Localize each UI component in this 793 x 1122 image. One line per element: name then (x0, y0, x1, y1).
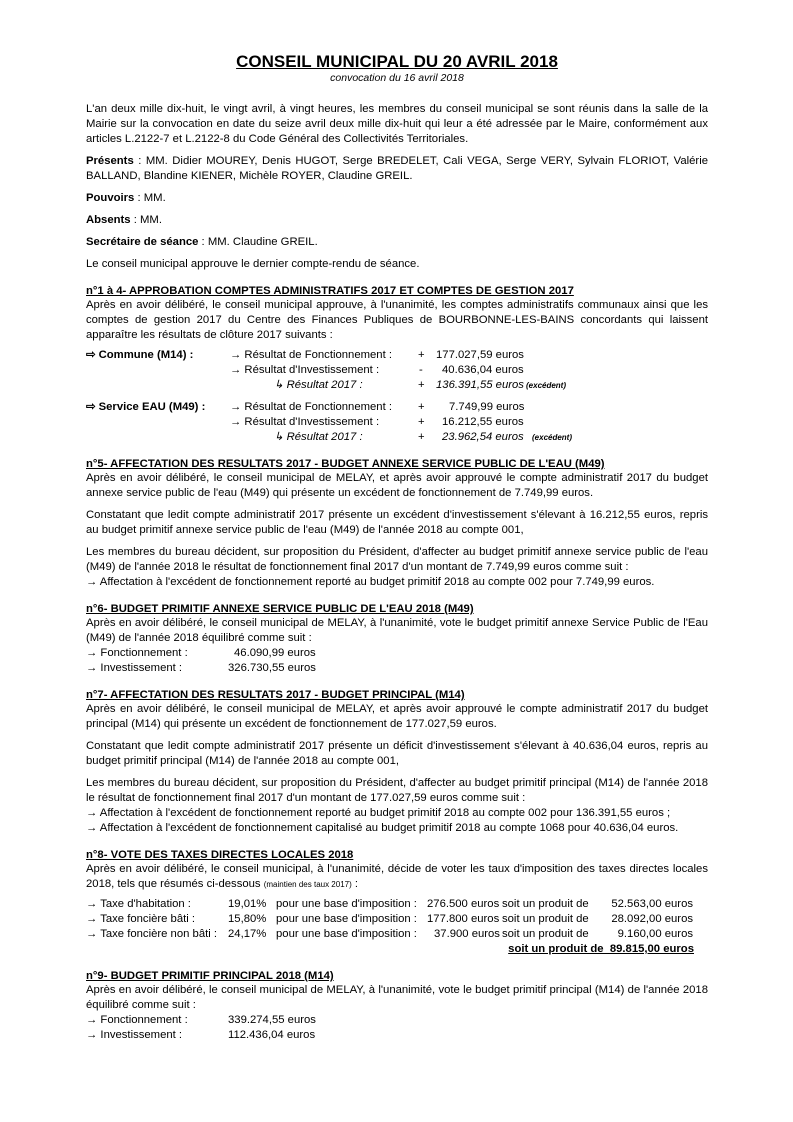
presents-label: Présents (86, 155, 134, 167)
result-label: ↳ Résultat 2017 : (274, 431, 363, 443)
commune-label: ⇨ Commune (M14) : (86, 349, 194, 361)
section-5-heading: n°5- AFFECTATION DES RESULTATS 2017 - BUDGET ANNEXE SERVICE PUBLIC DE L'EAU (M49) (86, 458, 605, 470)
invest-label: → Investissement : (86, 1029, 183, 1041)
commune-fonct-row (86, 348, 708, 363)
sign: - (419, 364, 423, 376)
section-8-colon: : (351, 878, 359, 890)
invest-label: → Résultat d'Investissement : (230, 364, 380, 376)
section-6-heading: n°6- BUDGET PRIMITIF ANNEXE SERVICE PUBLIC DE L'EAU 2018 (M49) (86, 603, 474, 615)
section-9-text: Après en avoir délibéré, le conseil municipal de MELAY, à l'unanimité, vote le budget primitif principal (M14) de l'année 2018 équilibré comme suit : (86, 984, 708, 1011)
excedent-note: (excédent) (532, 433, 573, 442)
pouvoirs-label: Pouvoirs (86, 192, 135, 204)
section-9-heading: n°9- BUDGET PRIMITIF PRINCIPAL 2018 (M14) (86, 970, 334, 982)
tax-base: 276.500 euros (427, 898, 500, 910)
tax-produit-text: soit un produit de (502, 898, 589, 910)
pouvoirs-text: : MM. (134, 192, 166, 204)
commune-result-value: 136.391,55 euros (436, 379, 524, 391)
section-6-invest-row (86, 661, 708, 676)
commune-fonct-value: 177.027,59 euros (436, 349, 524, 361)
presents-line (86, 154, 708, 184)
eau-result-value: 23.962,54 euros (442, 431, 524, 443)
result-label: ↳ Résultat 2017 : (274, 379, 363, 391)
fonct-label: → Fonctionnement : (86, 647, 188, 659)
eau-result-row (86, 430, 708, 445)
sign: + (418, 379, 425, 391)
pouvoirs-line (86, 191, 708, 206)
section-9-fonct-row (86, 1013, 708, 1028)
section-5-p1: Après en avoir délibéré, le conseil municipal de MELAY, et après avoir approuvé le compte administratif 2017 du budget annexe service public de l'eau (M49) qui présente un excédent de fonctionnement de 7.749,99 euros. (86, 472, 708, 499)
section-8-note: (maintien des taux 2017) (263, 880, 352, 889)
tax-base-text: pour une base d'imposition : (276, 913, 417, 925)
page-title: CONSEIL MUNICIPAL DU 20 AVRIL 2018 (236, 52, 558, 71)
eau-fonct-value: 7.749,99 euros (449, 401, 525, 413)
eau-invest-row (86, 415, 708, 430)
absents-text: : MM. (130, 214, 162, 226)
section-8-text-body: Après en avoir délibéré, le conseil municipal, à l'unanimité, décide de voter les taux d'imposition des taxes directes locales 2018, tels que résumés ci-dessous (86, 863, 708, 890)
fonct-value: 46.090,99 euros (234, 647, 316, 659)
absents-label: Absents (86, 214, 131, 226)
fonct-label: → Fonctionnement : (86, 1014, 188, 1026)
tax-row (86, 912, 708, 927)
document-page (86, 52, 708, 1043)
section-6-fonct-row (86, 646, 708, 661)
commune-invest-row (86, 363, 708, 378)
section-7-line1: → Affectation à l'excédent de fonctionnement reporté au budget primitif 2018 au compte 002 pour 136.391,55 euros ; (86, 807, 671, 819)
tax-base: 37.900 euros (434, 928, 500, 940)
tax-base-text: pour une base d'imposition : (276, 898, 417, 910)
section-8-text (86, 862, 708, 892)
eau-label: ⇨ Service EAU (M49) : (86, 401, 206, 413)
tax-rate: 19,01% (228, 898, 267, 910)
tax-base: 177.800 euros (427, 913, 500, 925)
section-7-p1: Après en avoir délibéré, le conseil municipal de MELAY, et après avoir approuvé le compte administratif 2017 du budget principal (M14) qui présente un excédent de fonctionnement de 177.027,59 euros. (86, 703, 708, 730)
section-1-4-heading: n°1 à 4- APPROBATION COMPTES ADMINISTRATIFS 2017 ET COMPTES DE GESTION 2017 (86, 285, 574, 297)
excedent-note: (excédent) (526, 381, 567, 390)
eau-fonct-row (86, 400, 708, 415)
section-9-invest-row (86, 1028, 708, 1043)
secretaire-text: : MM. Claudine GREIL. (198, 236, 318, 248)
section-1-4-text: Après en avoir délibéré, le conseil municipal approuve, à l'unanimité, les comptes administratifs communaux ainsi que les comptes de gestion 2017 du Centre des Finances Publiques de BOURBONNE-LES-BAINS concordants qui laissent apparaître les résultats de clôture 2017 suivants : (86, 299, 708, 341)
tax-label: → Taxe foncière bâti : (86, 913, 196, 925)
section-7-line2: → Affectation à l'excédent de fonctionnement capitalisé au budget primitif 2018 au compte 1068 pour 40.636,04 euros. (86, 822, 679, 834)
approval-line: Le conseil municipal approuve le dernier compte-rendu de séance. (86, 258, 420, 270)
tax-rate: 15,80% (228, 913, 267, 925)
tax-amount: 9.160,00 euros (617, 928, 693, 940)
eau-invest-value: 16.212,55 euros (442, 416, 524, 428)
presents-text: : MM. Didier MOUREY, Denis HUGOT, Serge BREDELET, Cali VEGA, Serge VERY, Sylvain FLORIOT, Valérie BALLAND, Blandine KIENER, Michèle ROYER, Claudine GREIL. (86, 155, 708, 182)
invest-value: 326.730,55 euros (228, 662, 316, 674)
sign: + (418, 431, 425, 443)
invest-value: 112.436,04 euros (228, 1029, 316, 1041)
tax-produit-text: soit un produit de (502, 913, 589, 925)
tax-rate: 24,17% (228, 928, 267, 940)
section-5-p2: Constatant que ledit compte administratif 2017 présente un excédent d'investissement s'élevant à 16.212,55 euros, repris au budget primitif annexe service public de l'eau (M49) de l'année 2018 au compte 001, (86, 509, 708, 536)
sign: + (418, 349, 425, 361)
invest-label: → Investissement : (86, 662, 183, 674)
fonct-label: → Résultat de Fonctionnement : (230, 349, 393, 361)
intro-paragraph: L'an deux mille dix-huit, le vingt avril, à vingt heures, les membres du conseil municipal se sont réunis dans la salle de la Mairie sur la convocation en date du seize avril deux mille dix-huit qui leur a été adressée par le Maire, conformément aux articles L.2122-7 et L.2122-8 du Code Général des Collectivités Territoriales. (86, 103, 708, 145)
tax-row (86, 897, 708, 912)
section-8-heading: n°8- VOTE DES TAXES DIRECTES LOCALES 2018 (86, 849, 354, 861)
commune-result-row (86, 378, 708, 393)
section-7-p2: Constatant que ledit compte administratif 2017 présente un déficit d'investissement s'élevant à 40.636,04 euros, repris au budget primitif principal (M14) de l'année 2018 au compte 001, (86, 740, 708, 767)
fonct-value: 339.274,55 euros (228, 1014, 316, 1026)
tax-produit-text: soit un produit de (502, 928, 589, 940)
section-6-text: Après en avoir délibéré, le conseil municipal de MELAY, à l'unanimité, vote le budget primitif annexe Service Public de l'Eau (M49) de l'année 2018 équilibré comme suit : (86, 617, 708, 644)
section-7-p3: Les membres du bureau décident, sur proposition du Président, d'affecter au budget primitif principal (M14) de l'année 2018 le résultat de fonctionnement final 2017 d'un montant de 177.027,59 euros comme suit : (86, 777, 708, 804)
tax-amount: 52.563,00 euros (611, 898, 693, 910)
tax-base-text: pour une base d'imposition : (276, 928, 417, 940)
commune-invest-value: 40.636,04 euros (442, 364, 524, 376)
section-7-heading: n°7- AFFECTATION DES RESULTATS 2017 - BUDGET PRINCIPAL (M14) (86, 689, 465, 701)
tax-amount: 28.092,00 euros (611, 913, 693, 925)
sign: + (418, 401, 425, 413)
secretaire-line (86, 235, 708, 250)
fonct-label: → Résultat de Fonctionnement : (230, 401, 393, 413)
section-5-p3: Les membres du bureau décident, sur proposition du Président, d'affecter au budget primitif annexe service public de l'eau (M49) de l'année 2018 le résultat de fonctionnement final 2017 d'un montant de 7.749,99 euros comme suit : (86, 546, 708, 573)
invest-label: → Résultat d'Investissement : (230, 416, 380, 428)
tax-total: soit un produit de 89.815,00 euros (508, 943, 694, 955)
sign: + (418, 416, 425, 428)
page-subtitle: convocation du 16 avril 2018 (330, 72, 464, 84)
tax-label: → Taxe foncière non bâti : (86, 928, 218, 940)
absents-line (86, 213, 708, 228)
section-5-line1: → Affectation à l'excédent de fonctionnement reporté au budget primitif 2018 au compte 002 pour 7.749,99 euros. (86, 576, 655, 588)
secretaire-label: Secrétaire de séance (86, 236, 199, 248)
tax-label: → Taxe d'habitation : (86, 898, 191, 910)
tax-row (86, 927, 708, 942)
